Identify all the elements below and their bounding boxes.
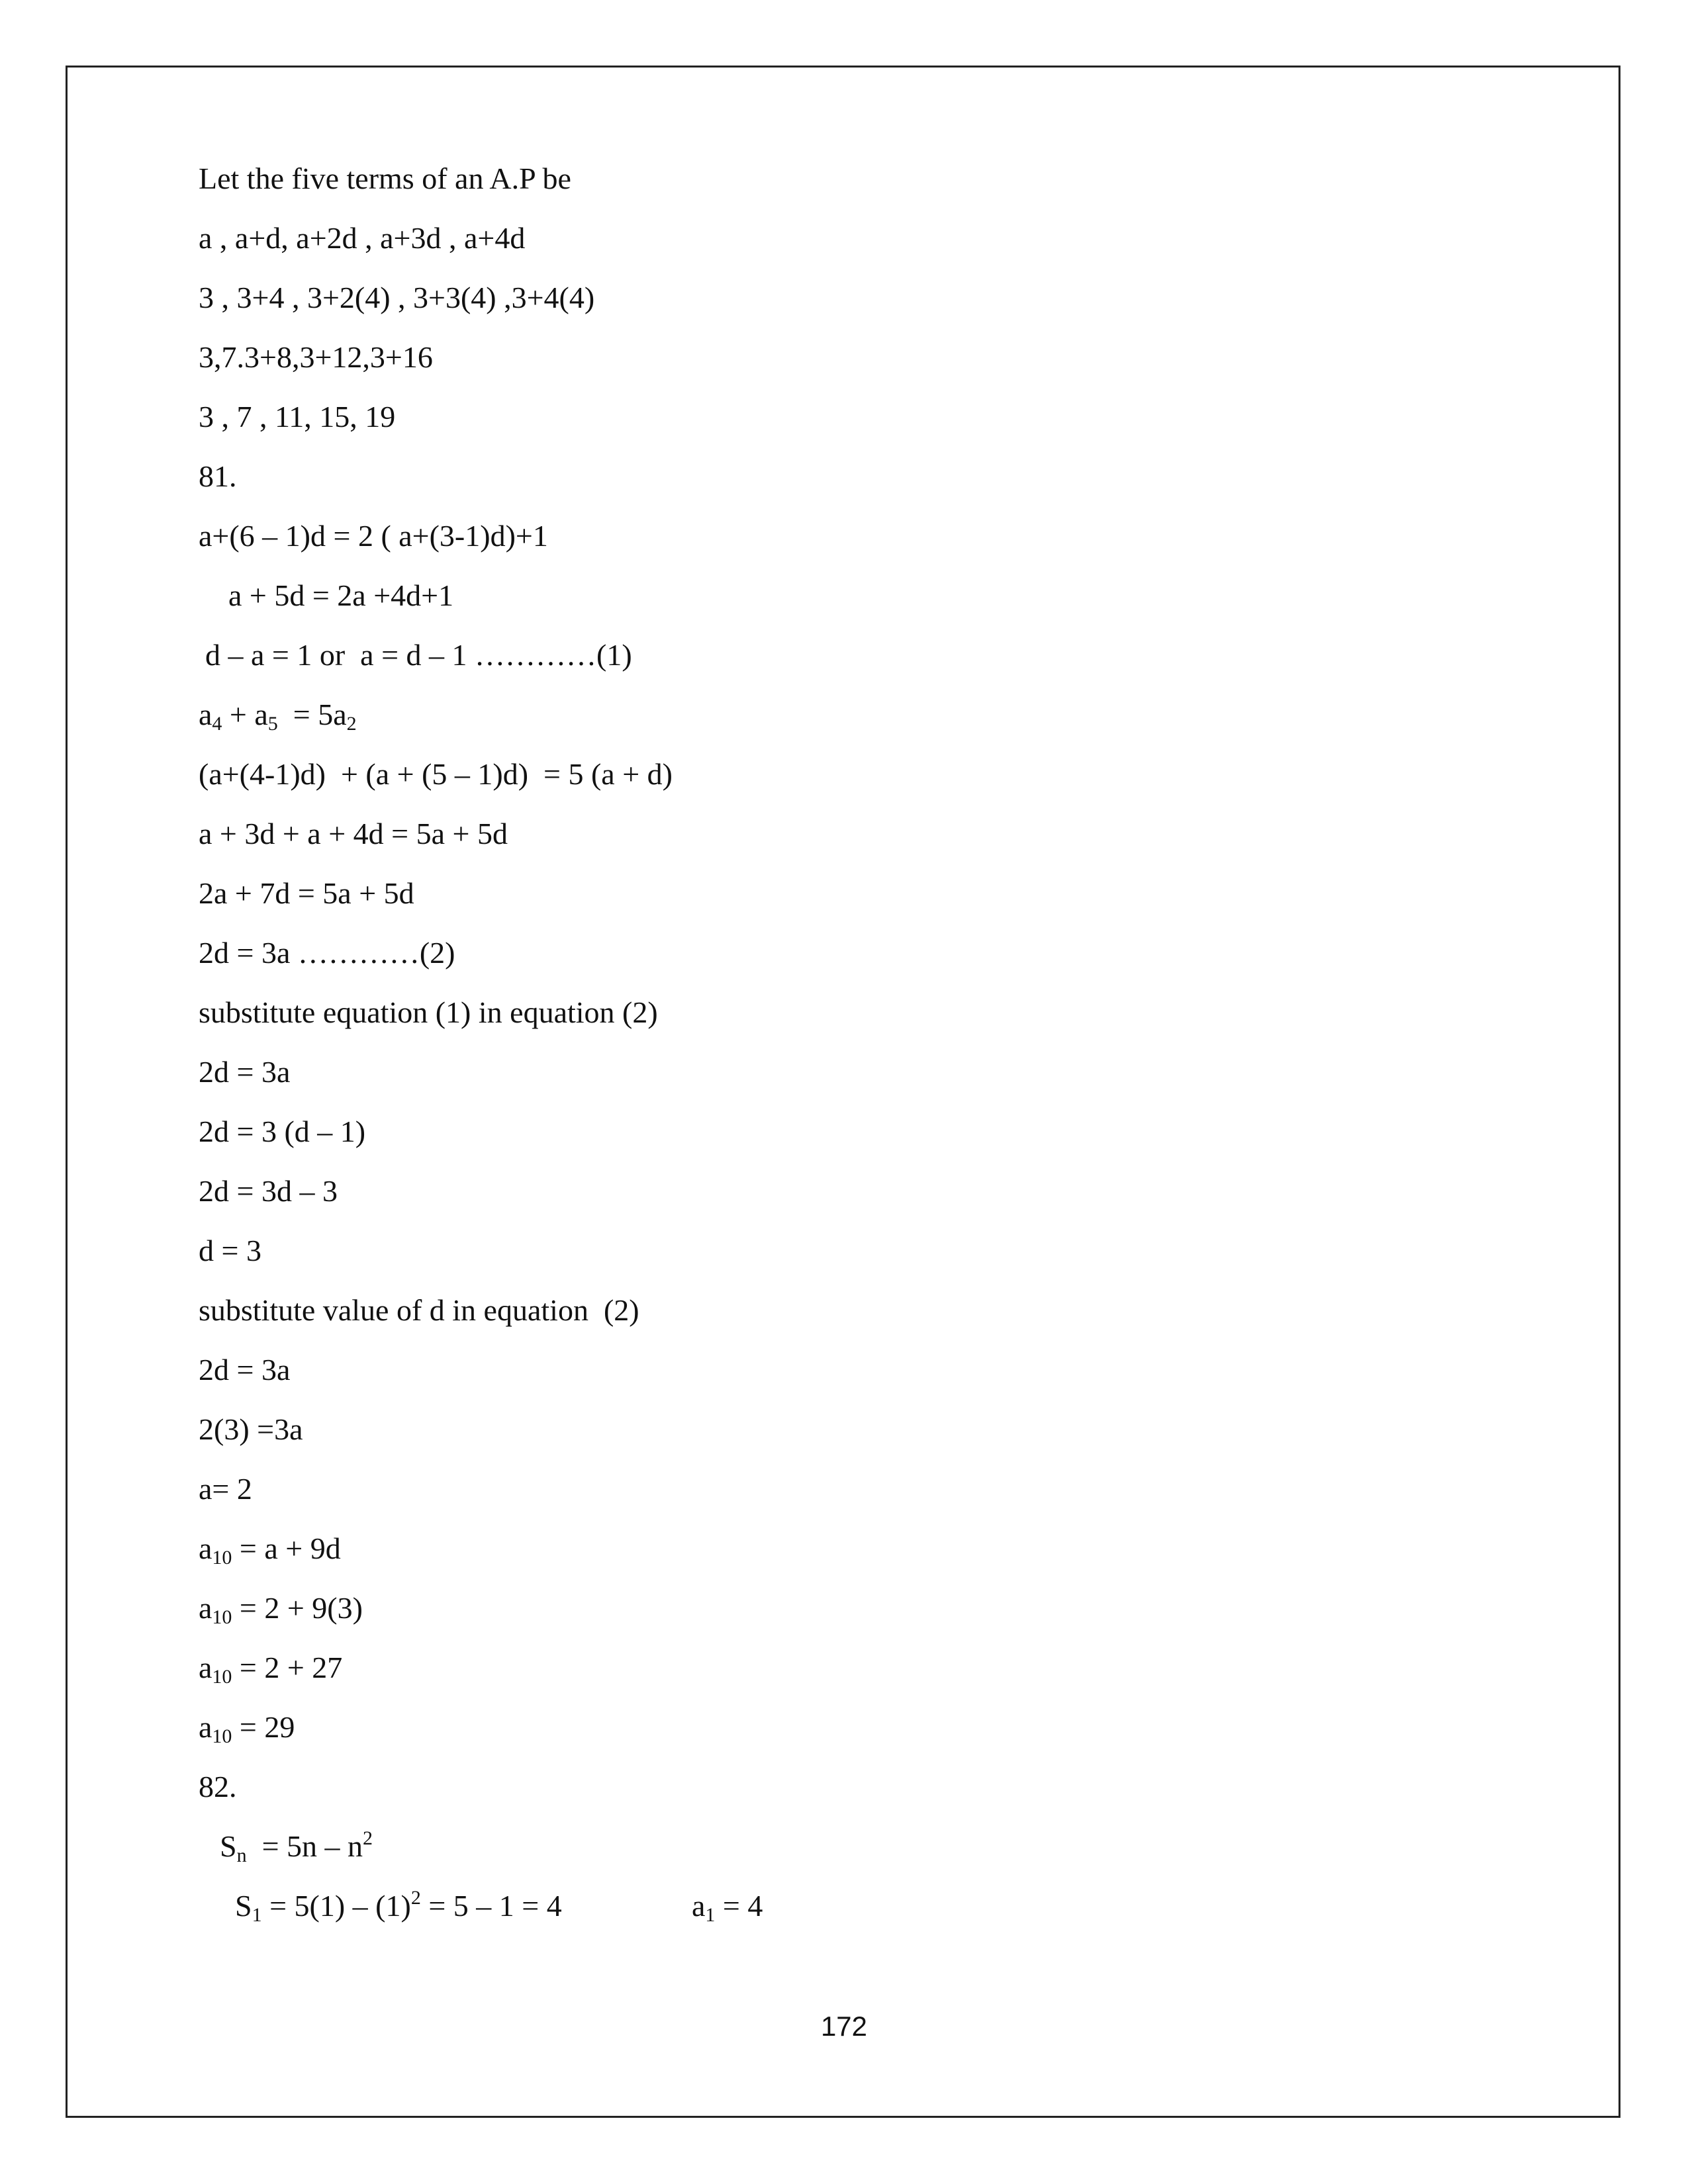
text-line-17: 2d = 3 (d – 1) <box>199 1115 366 1148</box>
term-b: = a + 9d <box>232 1531 341 1565</box>
term-a: a <box>199 1591 212 1625</box>
text-line-10 <box>199 695 357 735</box>
text-line-19: d = 3 <box>199 1234 261 1267</box>
text-line-30-right <box>692 1886 763 1926</box>
subscript: 10 <box>212 1547 232 1569</box>
term-a: a <box>199 1651 212 1684</box>
term-a: a <box>199 1531 212 1565</box>
text-line-20: substitute value of d in equation (2) <box>199 1293 639 1327</box>
text-line-8: a + 5d = 2a +4d+1 <box>228 578 454 612</box>
subscript: 10 <box>212 1725 232 1747</box>
text-line-9: d – a = 1 or a = d – 1 …………(1) <box>205 638 632 672</box>
text-line-12: a + 3d + a + 4d = 5a + 5d <box>199 817 508 850</box>
text-line-29 <box>220 1827 373 1866</box>
text-line-14: 2d = 3a …………(2) <box>199 936 455 970</box>
text-line-22: 2(3) =3a <box>199 1412 303 1446</box>
page-number: 172 <box>820 2011 868 2042</box>
subscript: 10 <box>212 1666 232 1688</box>
text-line-25 <box>199 1588 363 1628</box>
text-line-1: Let the five terms of an A.P be <box>199 161 571 195</box>
term-b: + a <box>222 698 268 731</box>
text-line-24 <box>199 1529 341 1569</box>
subscript: 10 <box>212 1606 232 1628</box>
term-b: = 29 <box>232 1710 295 1744</box>
term-b: = 5(1) – (1) <box>261 1889 411 1923</box>
term-b: = 4 <box>715 1889 763 1923</box>
question-number-81: 81. <box>199 459 237 493</box>
text-line-23: a= 2 <box>199 1472 252 1506</box>
text-line-13: 2a + 7d = 5a + 5d <box>199 876 414 910</box>
text-line-27 <box>199 1707 295 1747</box>
question-number-82: 82. <box>199 1770 237 1803</box>
text-line-11: (a+(4-1)d) + (a + (5 – 1)d) = 5 (a + d) <box>199 757 673 791</box>
subscript: 2 <box>346 713 357 735</box>
text-line-3: 3 , 3+4 , 3+2(4) , 3+3(4) ,3+4(4) <box>199 281 595 314</box>
text-line-16: 2d = 3a <box>199 1055 291 1089</box>
text-line-26 <box>199 1648 342 1688</box>
text-line-30 <box>235 1886 562 1926</box>
text-line-18: 2d = 3d – 3 <box>199 1174 338 1208</box>
superscript: 2 <box>410 1887 421 1909</box>
text-line-15: substitute equation (1) in equation (2) <box>199 995 658 1029</box>
term-a: a <box>199 1710 212 1744</box>
term-a: S <box>220 1829 237 1863</box>
subscript: 4 <box>212 713 222 735</box>
term-b: = 2 + 9(3) <box>232 1591 363 1625</box>
text-line-5: 3 , 7 , 11, 15, 19 <box>199 400 396 433</box>
subscript: 5 <box>267 713 278 735</box>
term-a: a <box>692 1889 706 1923</box>
text-line-4: 3,7.3+8,3+12,3+16 <box>199 340 433 374</box>
term-c: = 5 – 1 = 4 <box>420 1889 562 1923</box>
term-c: = 5a <box>277 698 347 731</box>
term-a: S <box>235 1889 252 1923</box>
term-b: = 5n – n <box>246 1829 363 1863</box>
text-line-21: 2d = 3a <box>199 1353 291 1387</box>
subscript: 1 <box>705 1904 716 1926</box>
subscript: 1 <box>252 1904 262 1926</box>
term-b: = 2 + 27 <box>232 1651 343 1684</box>
subscript: n <box>236 1844 247 1866</box>
superscript: 2 <box>363 1827 373 1849</box>
text-line-2: a , a+d, a+2d , a+3d , a+4d <box>199 221 526 255</box>
text-line-7: a+(6 – 1)d = 2 ( a+(3-1)d)+1 <box>199 519 548 553</box>
term-a: a <box>199 698 212 731</box>
